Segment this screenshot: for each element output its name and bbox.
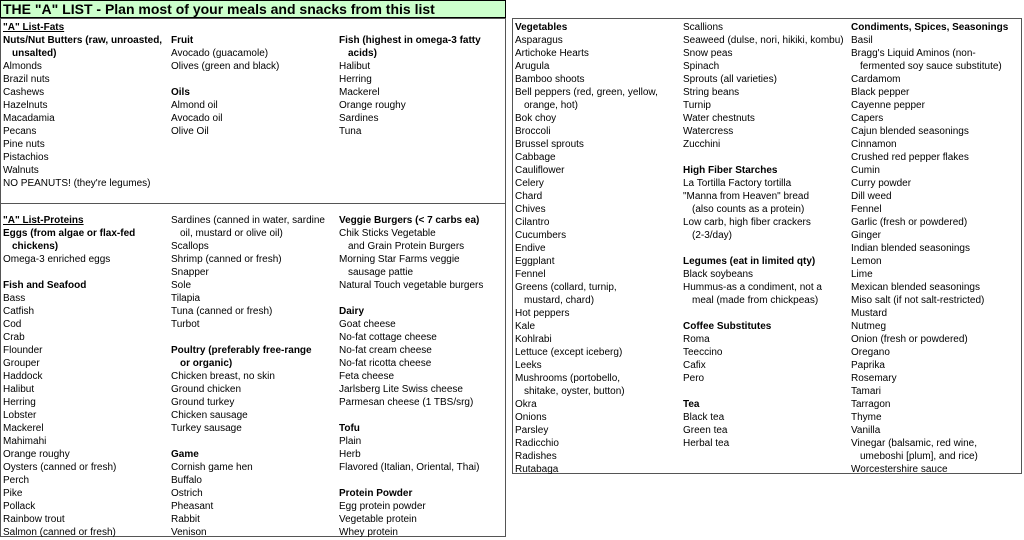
seafood-item: Orange roughy [3, 449, 70, 460]
dairy-heading: Dairy [339, 306, 365, 317]
vegetable-item: orange, hot) [524, 100, 578, 111]
dairy-item: Parmesan cheese (1 TBS/srg) [339, 397, 474, 408]
vegetable-item: Turnip [683, 100, 711, 111]
poultry-heading: Poultry (preferably free-range [171, 345, 312, 356]
poultry-item: Chicken sausage [171, 410, 248, 421]
vegetable-item: Arugula [515, 61, 550, 72]
fish-fat-item: Orange roughy [339, 100, 406, 111]
protein-powder-item: Whey protein [339, 527, 398, 538]
fish-fats-heading: Fish (highest in omega-3 fatty [339, 35, 481, 46]
condiment-item: Rosemary [851, 373, 897, 384]
seafood-item: Snapper [171, 267, 209, 278]
condiment-item: Indian blended seasonings [851, 243, 970, 254]
seafood-item: Bass [3, 293, 26, 304]
seafood-item: Flounder [3, 345, 43, 356]
veggie-burger-item: sausage pattie [348, 267, 414, 278]
vegetable-item: Brussel sprouts [515, 139, 584, 150]
condiment-item: Nutmeg [851, 321, 887, 332]
seafood-item: Mahimahi [3, 436, 47, 447]
vegetable-item: Bok choy [515, 113, 557, 124]
poultry-item: Turkey sausage [171, 423, 242, 434]
condiment-item: Cajun blended seasonings [851, 126, 969, 137]
vegetable-item: Water chestnuts [683, 113, 755, 124]
condiment-item: Fennel [851, 204, 882, 215]
vegetable-item: Endive [515, 243, 546, 254]
tofu-item: Plain [339, 436, 362, 447]
game-item: Venison [171, 527, 207, 538]
nut-item: Pecans [3, 126, 37, 137]
legumes-heading: Legumes (eat in limited qty) [683, 256, 816, 267]
condiment-item: Paprika [851, 360, 885, 371]
condiment-item: Lemon [851, 256, 882, 267]
coffee-item: Cafix [683, 360, 706, 371]
legume-item: Hummus-as a condiment, not a [683, 282, 822, 293]
oil-item: Olive Oil [171, 126, 209, 137]
vegetable-item: Cucumbers [515, 230, 567, 241]
condiment-item: Onion (fresh or powdered) [851, 334, 968, 345]
dairy-item: Jarlsberg Lite Swiss cheese [339, 384, 463, 395]
seafood-item: Shrimp (canned or fresh) [171, 254, 282, 265]
tea-item: Green tea [683, 425, 728, 436]
seafood-item: Scallops [171, 241, 209, 252]
vegetable-item: Parsley [515, 425, 549, 436]
tofu-heading: Tofu [339, 423, 360, 434]
seafood-item: Perch [3, 475, 30, 486]
coffee-item: Pero [683, 373, 705, 384]
condiment-item: Miso salt (if not salt-restricted) [851, 295, 985, 306]
game-item: Cornish game hen [171, 462, 253, 473]
vegetable-item: Onions [515, 412, 547, 423]
vegetable-item: Chives [515, 204, 546, 215]
game-item: Pheasant [171, 501, 214, 512]
protein-powder-item: Vegetable protein [339, 514, 417, 525]
nuts-heading: Nuts/Nut Butters (raw, unroasted, [3, 35, 163, 46]
seafood-item: Turbot [171, 319, 200, 330]
starch-item: Low carb, high fiber crackers [683, 217, 811, 228]
condiment-item: Vanilla [851, 425, 881, 436]
vegetable-item: Rutabaga [515, 464, 559, 475]
dairy-item: Feta cheese [339, 371, 395, 382]
vegetable-item: Watercress [683, 126, 734, 137]
vegetable-item: Zucchini [683, 139, 721, 150]
seafood-item: Tilapia [171, 293, 201, 304]
vegetable-item: Cabbage [515, 152, 556, 163]
vegetable-item: Sprouts (all varieties) [683, 74, 777, 85]
vegetable-item: Mushrooms (portobello, [515, 373, 621, 384]
condiment-item: Lime [851, 269, 873, 280]
condiment-item: Mustard [851, 308, 888, 319]
coffee-heading: Coffee Substitutes [683, 321, 772, 332]
fruit-item: Olives (green and black) [171, 61, 280, 72]
veggie-burger-item: and Grain Protein Burgers [348, 241, 465, 252]
condiment-item: Dill weed [851, 191, 892, 202]
vegetable-item: Fennel [515, 269, 546, 280]
seafood-item: Crab [3, 332, 25, 343]
vegetable-item: Hot peppers [515, 308, 570, 319]
dairy-item: No-fat ricotta cheese [339, 358, 432, 369]
vegetables-col-1 [515, 21, 658, 476]
vegetable-item: Eggplant [515, 256, 555, 267]
condiment-item: Tamari [851, 386, 882, 397]
legume-item: meal (made from chickpeas) [692, 295, 819, 306]
proteins-heading: "A" List-Proteins [3, 215, 84, 226]
veggie-burger-item: Morning Star Farms veggie [339, 254, 460, 265]
vegetable-item: Asparagus [515, 35, 563, 46]
nut-item: Walnuts [3, 165, 39, 176]
condiment-item: Crushed red pepper flakes [851, 152, 969, 163]
seafood-item: Tuna (canned or fresh) [171, 306, 273, 317]
seafood-item: Halibut [3, 384, 35, 395]
nut-item: NO PEANUTS! (they're legumes) [3, 178, 151, 189]
seafood-item: Cod [3, 319, 22, 330]
seafood-heading: Fish and Seafood [3, 280, 87, 291]
seafood-item: Rainbow trout [3, 514, 65, 525]
fruit-item: Avocado (guacamole) [171, 48, 269, 59]
veggie-burger-item: Natural Touch vegetable burgers [339, 280, 484, 291]
egg-item: Omega-3 enriched eggs [3, 254, 111, 265]
starch-item: La Tortilla Factory tortilla [683, 178, 792, 189]
fish-fat-item: Sardines [339, 113, 379, 124]
seafood-item: Salmon (canned or fresh) [3, 527, 116, 538]
nut-item: Macadamia [3, 113, 55, 124]
condiment-item: Capers [851, 113, 884, 124]
veggie-burger-item: Chik Sticks Vegetable [339, 228, 436, 239]
vegetable-item: Lettuce (except iceberg) [515, 347, 623, 358]
veggie-burgers-heading: Veggie Burgers (< 7 carbs ea) [339, 215, 480, 226]
condiment-item: Oregano [851, 347, 890, 358]
vegetable-item: Bell peppers (red, green, yellow, [515, 87, 658, 98]
fats-col-1 [3, 21, 162, 190]
coffee-item: Roma [683, 334, 710, 345]
nut-item: Hazelnuts [3, 100, 48, 111]
seafood-item: Grouper [3, 358, 40, 369]
fruit-heading: Fruit [171, 35, 194, 46]
condiment-item: Bragg's Liquid Aminos (non- [851, 48, 976, 59]
condiment-item: Ginger [851, 230, 882, 241]
fish-fat-item: Mackerel [339, 87, 380, 98]
vegetable-item: String beans [683, 87, 740, 98]
vegetable-item: mustard, chard) [524, 295, 595, 306]
vegetable-item: Snow peas [683, 48, 733, 59]
tofu-item: Herb [339, 449, 361, 460]
game-heading: Game [171, 449, 199, 460]
game-item: Buffalo [171, 475, 202, 486]
poultry-heading-cont: or organic) [180, 358, 233, 369]
starches-heading: High Fiber Starches [683, 165, 778, 176]
poultry-item: Ground turkey [171, 397, 235, 408]
oil-item: Almond oil [171, 100, 218, 111]
condiment-item: Vinegar (balsamic, red wine, [851, 438, 977, 449]
condiment-item: Garlic (fresh or powdered) [851, 217, 968, 228]
condiments-col [851, 21, 1008, 476]
protein-powder-heading: Protein Powder [339, 488, 413, 499]
dairy-item: Goat cheese [339, 319, 396, 330]
proteins-col-1 [3, 214, 135, 539]
condiments-heading: Condiments, Spices, Seasonings [851, 22, 1009, 33]
proteins-col-2 [171, 214, 325, 539]
starch-item: (2-3/day) [692, 230, 733, 241]
seafood-item: Mackerel [3, 423, 44, 434]
tea-item: Herbal tea [683, 438, 730, 449]
vegetable-item: Okra [515, 399, 537, 410]
condiment-item: Cinnamon [851, 139, 897, 150]
tofu-item: Flavored (Italian, Oriental, Thai) [339, 462, 480, 473]
condiment-item: Worcestershire sauce [851, 464, 948, 475]
vegetable-item: Greens (collard, turnip, [515, 282, 617, 293]
protein-powder-item: Egg protein powder [339, 501, 426, 512]
condiment-item: Cumin [851, 165, 880, 176]
condiment-item: Thyme [851, 412, 882, 423]
fish-fats-heading-cont: acids) [348, 48, 377, 59]
seafood-item: Sole [171, 280, 192, 291]
page-title: THE "A" LIST - Plan most of your meals and snacks from this list [0, 0, 506, 18]
fish-fat-item: Halibut [339, 61, 371, 72]
vegetables-col-2 [683, 21, 844, 450]
vegetable-item: Radishes [515, 451, 557, 462]
vegetable-item: Cauliflower [515, 165, 565, 176]
vegetable-item: shitake, oyster, button) [524, 386, 625, 397]
nut-item: Brazil nuts [3, 74, 50, 85]
nut-item: Cashews [3, 87, 45, 98]
seafood-item: Haddock [3, 371, 43, 382]
condiment-item: umeboshi [plum], and rice) [860, 451, 978, 462]
nut-item: Almonds [3, 61, 42, 72]
seafood-item: oil, mustard or olive oil) [180, 228, 283, 239]
legume-item: Black soybeans [683, 269, 754, 280]
vegetable-item: Broccoli [515, 126, 551, 137]
nut-item: Pistachios [3, 152, 49, 163]
tea-heading: Tea [683, 399, 700, 410]
poultry-item: Ground chicken [171, 384, 242, 395]
condiment-item: fermented soy sauce substitute) [860, 61, 1002, 72]
condiment-item: Black pepper [851, 87, 910, 98]
nuts-heading-cont: unsalted) [12, 48, 57, 59]
condiment-item: Cardamom [851, 74, 901, 85]
oil-item: Avocado oil [171, 113, 223, 124]
poultry-item: Chicken breast, no skin [171, 371, 275, 382]
vegetable-item: Kohlrabi [515, 334, 552, 345]
vegetable-item: Bamboo shoots [515, 74, 585, 85]
vegetable-item: Cilantro [515, 217, 550, 228]
seafood-item: Sardines (canned in water, sardine [171, 215, 325, 226]
seafood-item: Catfish [3, 306, 35, 317]
vegetable-item: Radicchio [515, 438, 559, 449]
condiment-item: Mexican blended seasonings [851, 282, 980, 293]
nut-item: Pine nuts [3, 139, 45, 150]
tea-item: Black tea [683, 412, 725, 423]
vegetable-item: Chard [515, 191, 543, 202]
seafood-item: Oysters (canned or fresh) [3, 462, 117, 473]
fats-col-3 [339, 34, 481, 138]
vegetables-heading: Vegetables [515, 22, 568, 33]
vegetable-item: Celery [515, 178, 544, 189]
coffee-item: Teeccino [683, 347, 723, 358]
game-item: Ostrich [171, 488, 203, 499]
starch-item: (also counts as a protein) [692, 204, 805, 215]
vegetable-item: Leeks [515, 360, 542, 371]
dairy-item: No-fat cottage cheese [339, 332, 437, 343]
vegetable-item: Scallions [683, 22, 724, 33]
eggs-heading: Eggs (from algae or flax-fed [3, 228, 136, 239]
vegetable-item: Artichoke Hearts [515, 48, 589, 59]
proteins-col-3 [339, 214, 483, 539]
seafood-item: Pike [3, 488, 23, 499]
fats-col-2 [171, 34, 279, 138]
vegetable-item: Kale [515, 321, 536, 332]
vegetable-item: Spinach [683, 61, 720, 72]
oils-heading: Oils [171, 87, 190, 98]
seafood-item: Pollack [3, 501, 36, 512]
seafood-item: Lobster [3, 410, 37, 421]
dairy-item: No-fat cream cheese [339, 345, 432, 356]
condiment-item: Tarragon [851, 399, 891, 410]
condiment-item: Cayenne pepper [851, 100, 925, 111]
game-item: Rabbit [171, 514, 200, 525]
fish-fat-item: Herring [339, 74, 372, 85]
condiment-item: Basil [851, 35, 873, 46]
fats-heading: "A" List-Fats [3, 22, 65, 33]
condiment-item: Curry powder [851, 178, 912, 189]
eggs-heading-cont: chickens) [12, 241, 59, 252]
seafood-item: Herring [3, 397, 36, 408]
starch-item: "Manna from Heaven" bread [683, 191, 810, 202]
vegetable-item: Seaweed (dulse, nori, hikiki, kombu) [683, 35, 844, 46]
fish-fat-item: Tuna [339, 126, 362, 137]
